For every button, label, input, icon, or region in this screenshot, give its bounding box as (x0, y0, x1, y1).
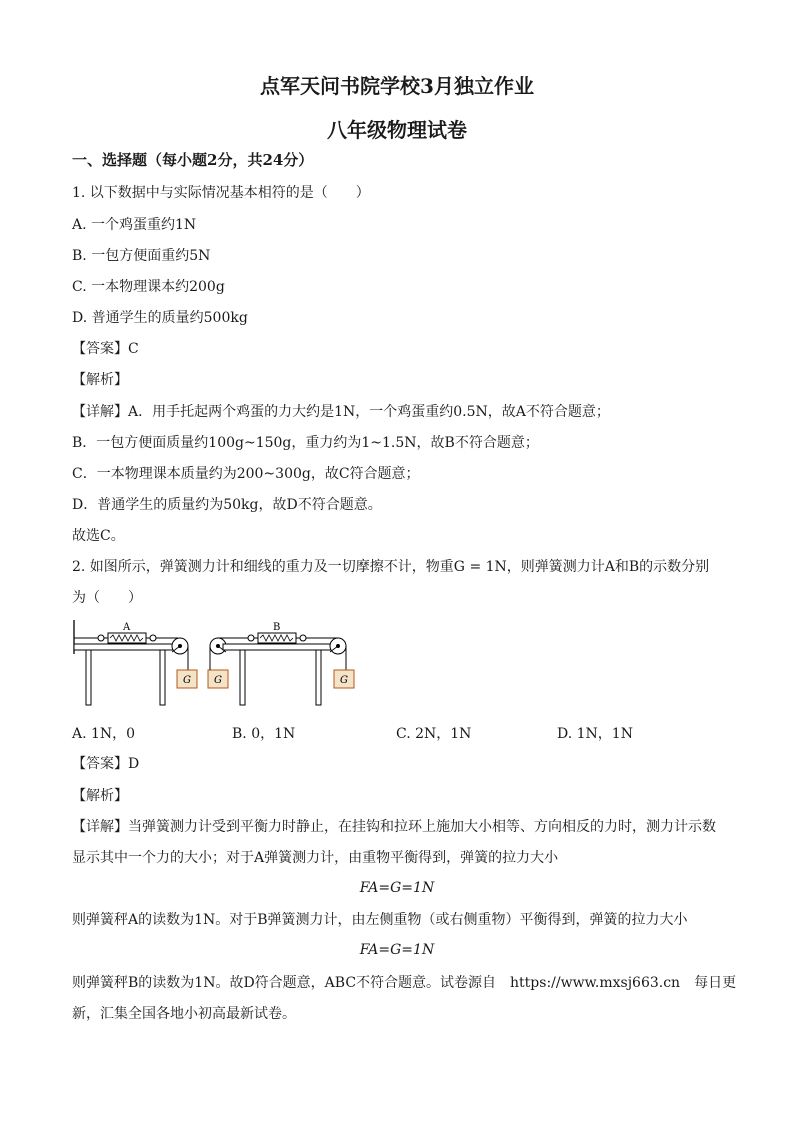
q1-stem: 1. 以下数据中与实际情况基本相符的是（ ） (72, 185, 370, 201)
q1-detail-1: 【详解】A．用手托起两个鸡蛋的力大约是1N，一个鸡蛋重约0.5N，故A不符合题意； (72, 404, 610, 420)
q2-detail-2: 显示其中一个力的大小；对于A弹簧测力计，由重物平衡得到，弹簧的拉力大小 (72, 850, 559, 866)
q2-detail-4: 则弹簧秤B的读数为1N。故D符合题意，ABC不符合题意。试卷源自 https://www.mxsj663.cn 每日更 (72, 975, 737, 991)
q1-option-b: B. 一包方便面重约5N (72, 248, 211, 264)
q2-formula-2: FA=G=1N (359, 942, 435, 958)
q1-detail-4: D．普通学生的质量约为50kg，故D不符合题意。 (72, 497, 382, 513)
q2-option-a: A. 1N，0 (72, 726, 136, 742)
q1-answer: 【答案】C (72, 341, 139, 357)
q1-option-a: A. 一个鸡蛋重约1N (72, 217, 197, 233)
q2-detail-3: 则弹簧秤A的读数为1N。对于B弹簧测力计，由左侧重物（或右侧重物）平衡得到，弹簧的拉力大小 (72, 912, 688, 928)
weight-g-3: G (340, 675, 348, 686)
weight-g-2: G (214, 675, 222, 686)
q1-detail-2: B．一包方便面质量约100g~150g，重力约为1~1.5N，故B不符合题意； (72, 435, 539, 451)
scale-a-label: A (123, 622, 131, 633)
page-subtitle: 八年级物理试卷 (327, 118, 467, 142)
q2-analysis: 【解析】 (72, 788, 128, 804)
q2-detail-1: 【详解】当弹簧测力计受到平衡力时静止，在挂钩和拉环上施加大小相等、方向相反的力时，测力计示数 (72, 819, 716, 835)
section-heading: 一、选择题（每小题2分，共24分） (72, 151, 314, 169)
q1-option-c: C. 一本物理课本约200g (72, 279, 225, 295)
q1-detail-5: 故选C。 (72, 528, 125, 544)
q1-analysis: 【解析】 (72, 372, 128, 388)
q2-stem-line1: 2. 如图所示，弹簧测力计和细线的重力及一切摩擦不计，物重G = 1N，则弹簧测力计A和B的示数分别 (72, 559, 710, 575)
weight-g-1: G (183, 675, 191, 686)
page-title: 点军天问书院学校3月独立作业 (260, 74, 534, 98)
q2-detail-5: 新，汇集全国各地小初高最新试卷。 (72, 1006, 296, 1022)
scale-b-label: B (273, 622, 281, 633)
spring-scale-figure (68, 618, 368, 710)
q1-option-d: D. 普通学生的质量约500kg (72, 310, 248, 326)
q2-stem-line2: 为（ ） (72, 590, 142, 606)
q2-formula-1: FA=G=1N (359, 880, 435, 896)
q1-detail-3: C．一本物理课本质量约为200~300g，故C符合题意； (72, 466, 420, 482)
q2-answer: 【答案】D (72, 756, 140, 772)
q2-option-c: C. 2N，1N (396, 726, 472, 742)
q2-option-d: D. 1N，1N (557, 726, 633, 742)
q2-option-b: B. 0，1N (232, 726, 296, 742)
